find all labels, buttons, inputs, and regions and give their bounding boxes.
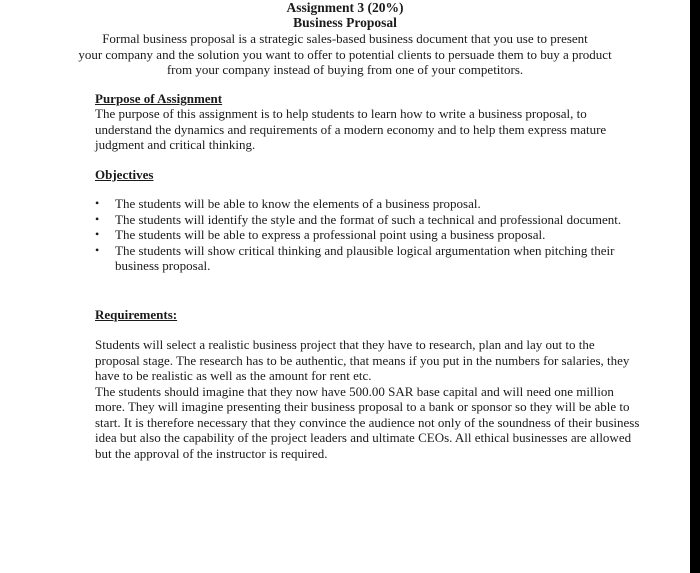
screen-edge — [690, 0, 700, 573]
requirements-line: start. It is therefore necessary that they convince the audience not only of the soundness of their business — [95, 414, 640, 430]
list-item — [95, 243, 655, 274]
intro-line: Formal business proposal is a strategic sales-based business document that you use to present — [102, 31, 588, 46]
requirements-paragraph — [95, 337, 655, 461]
list-item-text: The students will show critical thinking and plausible logical argumentation when pitching their — [115, 242, 615, 258]
purpose-line: understand the dynamics and requirements of a modern economy and to help them express mature — [95, 121, 607, 137]
requirements-line: proposal stage. The research has to be authentic, that means if you put in the numbers for salaries, they — [95, 352, 630, 368]
requirements-line: have to be realistic as well as the amount for rent etc. — [95, 368, 372, 383]
purpose-paragraph — [95, 106, 655, 153]
bullet-icon: • — [95, 211, 100, 226]
requirements-line: but the approval of the instructor is required. — [95, 445, 328, 461]
list-item — [95, 227, 655, 243]
bullet-icon: • — [95, 242, 100, 257]
list-item-text: The students will be able to know the elements of a business proposal. — [115, 196, 481, 211]
document-title: Assignment 3 (20%) — [286, 0, 404, 15]
list-item-text: The students will be able to express a professional point using a business proposal. — [115, 227, 546, 242]
intro-paragraph — [0, 31, 690, 78]
list-item — [95, 212, 655, 228]
list-item-text: business proposal. — [115, 258, 211, 273]
requirements-line: idea but also the capability of the project leaders and ultimate CEOs. All ethical businesses are allowed — [95, 430, 632, 445]
requirements-line: Students will select a realistic business project that they have to research, plan and lay out to the — [95, 337, 595, 352]
document-subtitle: Business Proposal — [293, 15, 397, 30]
purpose-line: judgment and critical thinking. — [95, 137, 256, 152]
bullet-icon: • — [95, 196, 100, 210]
objectives-heading: Objectives — [95, 167, 154, 182]
requirements-heading: Requirements: — [95, 307, 178, 322]
intro-line: your company and the solution you want to offer to potential clients to persuade them to buy a product — [78, 46, 612, 62]
list-item — [95, 196, 655, 212]
bullet-icon: • — [95, 227, 100, 241]
requirements-line: more. They will imagine presenting their business proposal to a bank or sponsor so they will be able to — [95, 399, 630, 414]
objectives-list — [95, 196, 655, 274]
purpose-line: The purpose of this assignment is to help students to learn how to write a business proposal, to — [95, 106, 587, 121]
list-item-text: The students will identify the style and the format of such a technical and professional document. — [115, 211, 622, 227]
intro-line: from your company instead of buying from one of your competitors. — [166, 62, 524, 77]
purpose-heading: Purpose of Assignment — [95, 91, 223, 106]
requirements-line: The students should imagine that they now have 500.00 SAR base capital and will need one million — [95, 383, 614, 399]
